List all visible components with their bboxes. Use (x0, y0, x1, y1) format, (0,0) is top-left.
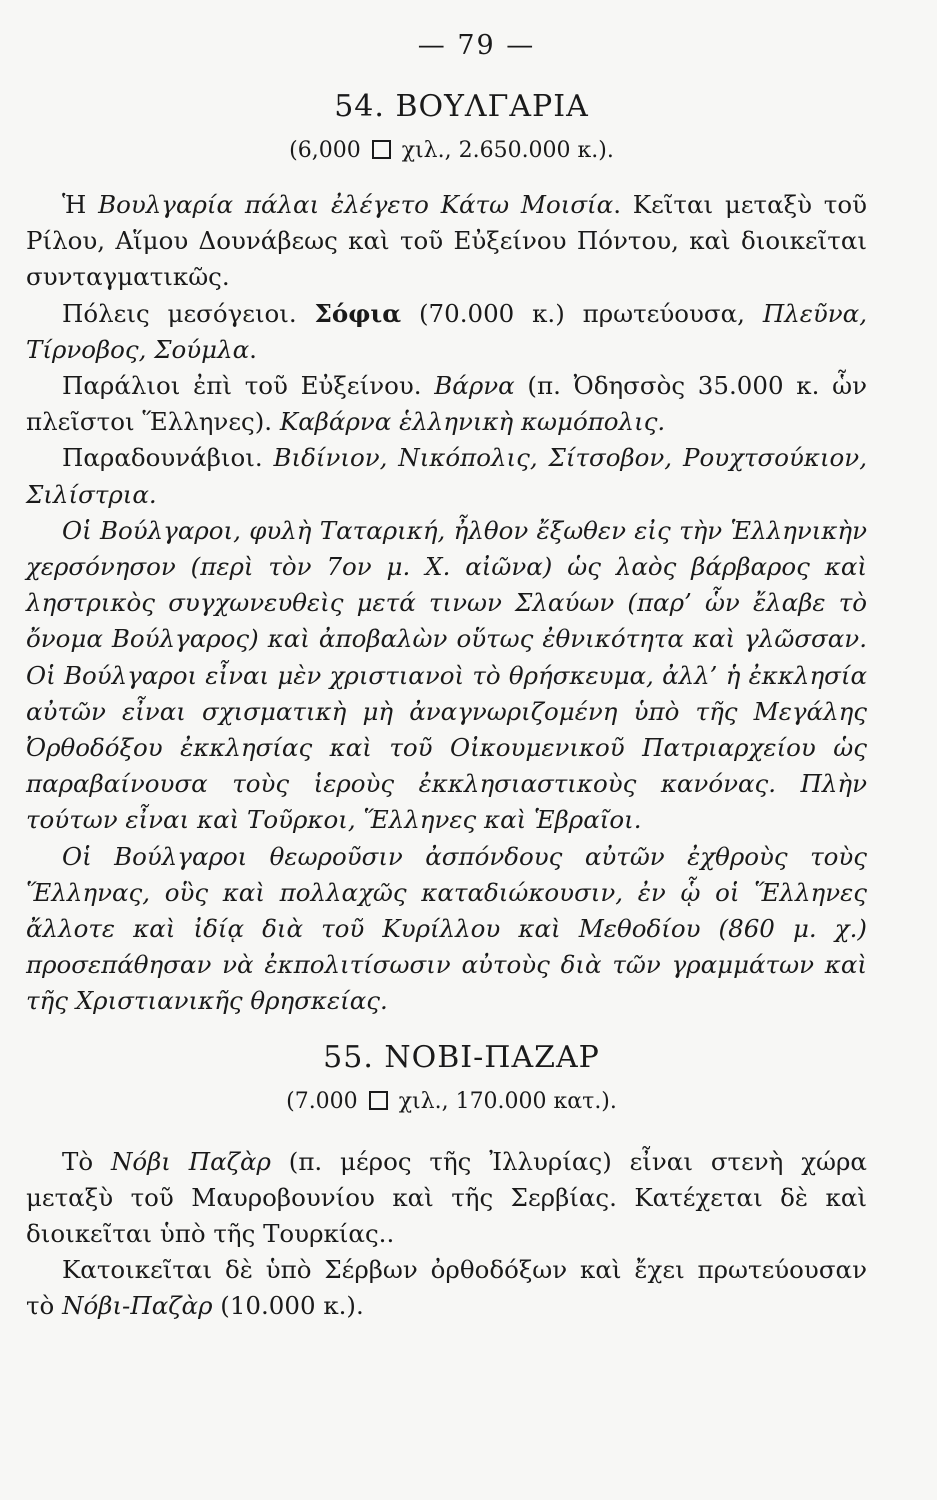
paragraph (26, 296, 867, 368)
paragraph (26, 513, 867, 839)
section-area-population (26, 1089, 867, 1114)
paragraph (26, 187, 867, 296)
italic-run: Καβάρνα ἑλληνικὴ κωμόπολις. (279, 407, 666, 437)
italic-run: Οἱ Βούλγαροι θεωροῦσιν ἀσπόνδους αὐτῶν ἐχθροὺς τοὺς Ἕλληνας, οὓς καὶ πολλαχῶς καταδιώκουσιν, ἐν ᾧ οἱ Ἕλληνες ἄλλοτε καὶ ἰδίᾳ διὰ τοῦ Κυρίλλου καὶ Μεθοδίου (860 μ. χ.) προσεπάθησαν νὰ ἐκπολιτίσωσιν αὐτοὺς διὰ τῶν γραμμάτων καὶ τῆς Χριστιανικῆς θρησκείας. (26, 841, 867, 1016)
section-title: 55. ΝΟΒΙ-ΠΑΖΑΡ (323, 1039, 600, 1075)
bold-run: Σόφια (314, 298, 402, 328)
italic-run: Βάρνα (434, 371, 515, 401)
text-run: Κατοικεῖται δὲ ὑπὸ Σέρβων ὀρθοδόξων καὶ ἔχει πρωτεύουσαν τὸ (26, 1255, 867, 1321)
paragraph (26, 1144, 867, 1253)
text-run: (π. μέρος τῆς Ἰλλυρίας) εἶναι στενὴ χώρα μεταξὺ τοῦ Μαυροβουνίου καὶ τῆς Σερβίας. Κατέχεται δὲ καὶ διοικεῖται ὑπὸ τῆς Τουρκίας.. (26, 1146, 867, 1249)
section-novi-pazar (26, 1040, 867, 1325)
section-bulgaria (26, 89, 867, 1020)
paragraph (26, 839, 867, 1020)
text-run: Ἡ (62, 190, 99, 219)
text-run: (70.000 κ.) πρωτεύουσα, (401, 298, 763, 328)
text-run: Παράλιοι ἐπὶ τοῦ Εὐξείνου. (62, 371, 435, 401)
italic-run: Οἱ Βούλγαροι, φυλὴ Ταταρική, ἦλθον ἔξωθεν εἰς τὴν Ἑλληνικὴν χερσόνησον (περὶ τὸν 7ον μ. Χ. αἰῶνα) ὡς λαὸς βάρβαρος καὶ ληστρικὸς συγχωνευθεὶς μετά τινων Σλαύων (παρ’ ὧν ἔλαβε τὸ ὄνομα Βούλγαρος) καὶ ἀποβαλὼν οὕτως ἐθνικότητα καὶ γλῶσσαν. Οἱ Βούλγαροι εἶναι μὲν χριστιανοὶ τὸ θρήσκευμα, ἀλλ’ ἡ ἐκκλησία αὐτῶν εἶναι σχισματικὴ μὴ ἀναγνωριζομένη ὑπὸ τῆς Μεγάλης Ὀρθοδόξου ἐκκλησίας καὶ τοῦ Οἰκουμενικοῦ Πατριαρχείου ὡς παραβαίνουσα τοὺς ἱεροὺς ἐκκλησιαστικοὺς κανόνας. Πλὴν τούτων εἶναι καὶ Τοῦρκοι, Ἕλληνες καὶ Ἑβραῖοι. (26, 515, 867, 835)
italic-run: Νόβι-Παζὰρ (62, 1291, 213, 1321)
text-run: Πόλεις μεσόγειοι. (62, 298, 315, 328)
italic-run: Βιδίνιον, Νικόπολις, Σίτσοβον, Ρουχτσούκιον, Σιλίστρια. (26, 443, 867, 509)
area-prefix: (7.000 (286, 1088, 358, 1114)
text-run: (π. Ὀδησσὸς 35.000 κ. ὧν πλεῖστοι Ἕλληνες). (26, 371, 867, 437)
text-run: (10.000 κ.). (212, 1291, 364, 1321)
square-icon (372, 140, 391, 159)
area-prefix: (6,000 (289, 138, 361, 163)
text-run: Παραδουνάβιοι. (62, 443, 274, 473)
square-icon (369, 1091, 388, 1110)
paragraph (26, 1252, 867, 1324)
italic-run: Νόβι Παζὰρ (110, 1146, 271, 1176)
area-suffix: χιλ., 2.650.000 κ.). (401, 138, 614, 163)
section-title: 54. ΒΟΥΛΓΑΡΙΑ (334, 89, 589, 124)
text-run: Τὸ (62, 1146, 111, 1176)
section-area-population (26, 138, 867, 163)
italic-run: Πλεῦνα, Τίρνοβος, Σούμλα (26, 298, 867, 364)
area-suffix: χιλ., 170.000 κατ.). (398, 1088, 617, 1114)
paragraph (26, 440, 867, 512)
text-run: . (249, 334, 257, 364)
page-number: — 79 — (417, 30, 536, 61)
italic-run: Βουλγαρία πάλαι ἐλέγετο Κάτω Μοισία (98, 190, 614, 219)
text-run: . Κεῖται μεταξὺ τοῦ Ρίλου, Αἵμου Δουνάβεως καὶ τοῦ Εὐξείνου Πόντου, καὶ διοικεῖται συνταγματικῶς. (26, 190, 868, 292)
paragraph (26, 368, 867, 440)
